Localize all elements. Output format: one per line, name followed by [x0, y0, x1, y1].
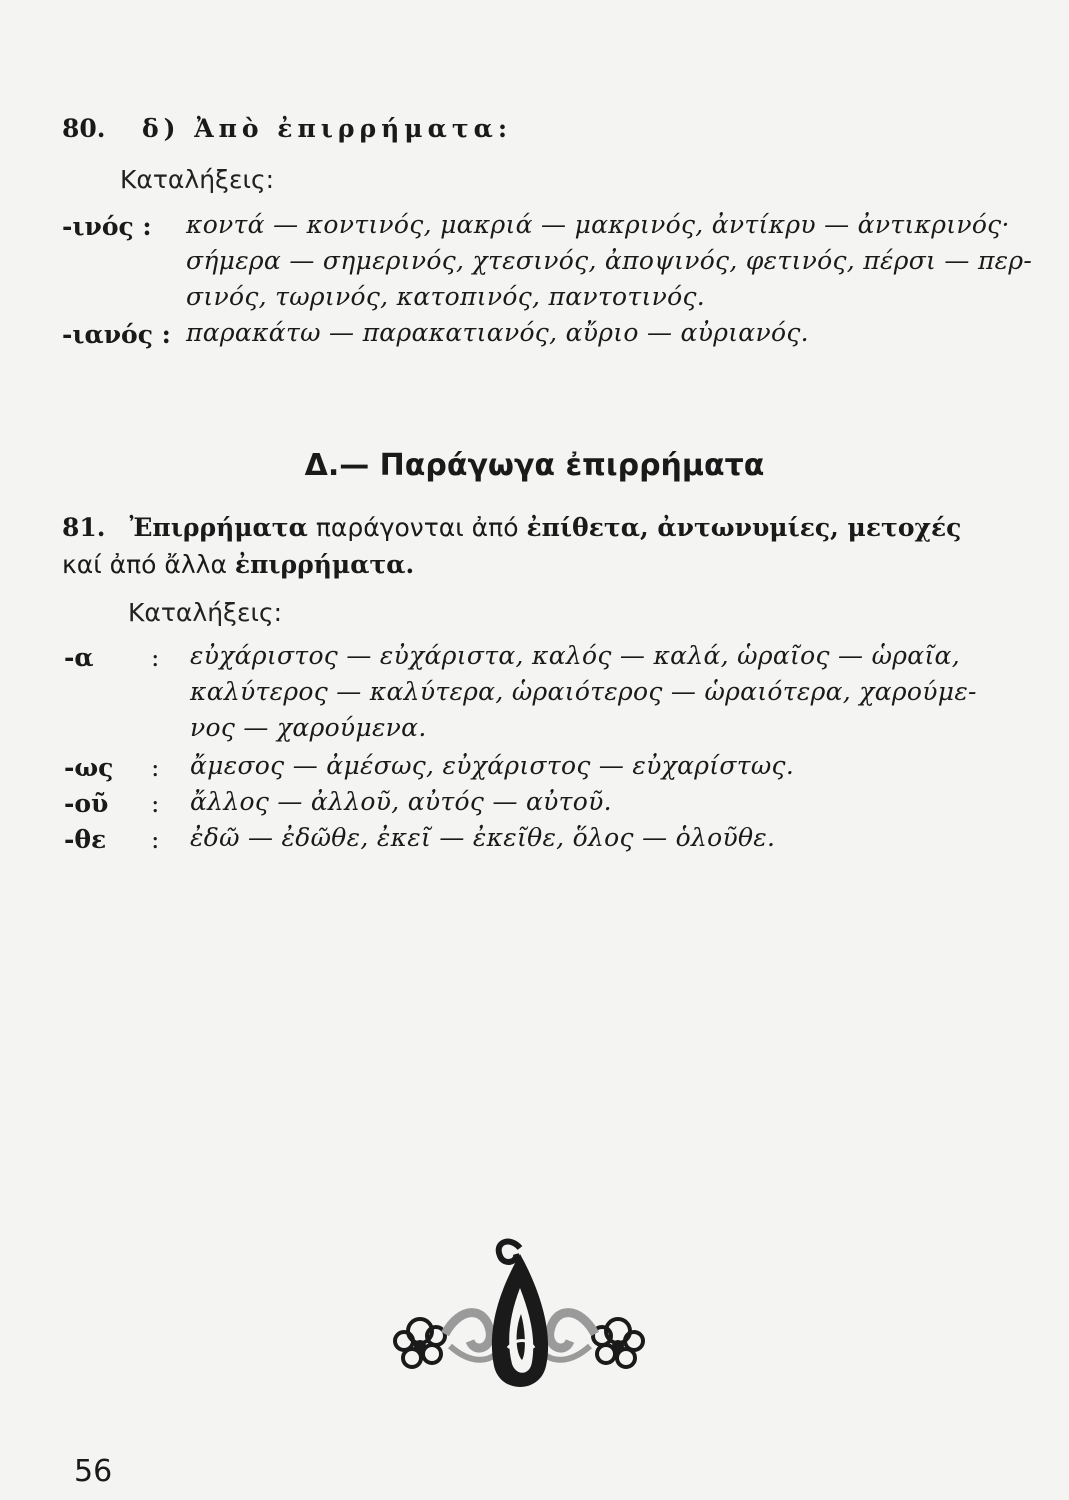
example-line: νος — χαρούμενα.	[190, 713, 427, 742]
suffix-the: -θε	[64, 825, 107, 854]
section-81-paragraph	[62, 513, 962, 542]
suffix-ou: -οῦ	[64, 789, 109, 818]
example-line: εὐχάριστος — εὐχάριστα, καλός — καλά, ὡραῖος — ὡραῖα,	[190, 641, 960, 670]
section-80-heading	[62, 114, 512, 143]
section-80-endings-label: Καταλήξεις:	[120, 165, 275, 194]
example-line: ἐδῶ — ἐδῶθε, ἐκεῖ — ἐκεῖθε, ὅλος — ὁλοῦθε.	[190, 823, 776, 852]
example-line: ἄμεσος — ἀμέσως, εὐχάριστος — εὐχαρίστως.	[190, 751, 795, 780]
example-line: σινός, τωρινός, κατοπινός, παντοτινός.	[186, 282, 706, 311]
term-epirrimata-2: ἐπιρρήματα.	[234, 550, 415, 579]
term-epirrimata: Ἐπιρρήματα	[129, 513, 308, 542]
term-list: ἐπίθετα, ἀντωνυμίες, μετοχές	[526, 513, 962, 542]
floral-vignette-icon	[390, 1236, 650, 1410]
suffix-colon: :	[151, 753, 160, 782]
subsection-d-heading: Δ.— Παράγωγα ἐπιρρήματα	[304, 448, 765, 483]
intro-text: παράγονται ἀπό	[315, 513, 519, 542]
intro-text-2: καί ἀπό ἄλλα	[62, 550, 227, 579]
suffix-ianos: -ιανός :	[62, 320, 171, 349]
suffix-a: -α	[64, 643, 94, 672]
section-80-title: δ) Ἀπὸ ἐπιρρήματα:	[142, 114, 513, 143]
example-line: ἄλλος — ἀλλοῦ, αὐτός — αὐτοῦ.	[190, 787, 612, 816]
suffix-colon: :	[151, 825, 160, 854]
example-line: καλύτερος — καλύτερα, ὡραιότερος — ὡραιότερα, χαρούμε-	[190, 677, 977, 706]
example-line: κοντά — κοντινός, μακριά — μακρινός, ἀντίκρυ — ἀντικρινός·	[186, 210, 1010, 239]
example-line: σήμερα — σημερινός, χτεσινός, ἀποψινός, φετινός, πέρσι — περ-	[186, 246, 1033, 275]
page-number: 56	[74, 1454, 113, 1489]
example-line: παρακάτω — παρακατιανός, αὔριο — αὐριανός.	[186, 318, 809, 347]
suffix-colon: :	[151, 643, 160, 672]
suffix-os: -ως	[64, 753, 114, 782]
section-80-number: 80.	[62, 114, 106, 143]
section-81-number: 81.	[62, 513, 106, 542]
suffix-inos: -ινός :	[62, 212, 152, 241]
section-81-endings-label: Καταλήξεις:	[128, 598, 283, 627]
section-81-paragraph-line2	[62, 550, 942, 579]
suffix-colon: :	[151, 789, 160, 818]
